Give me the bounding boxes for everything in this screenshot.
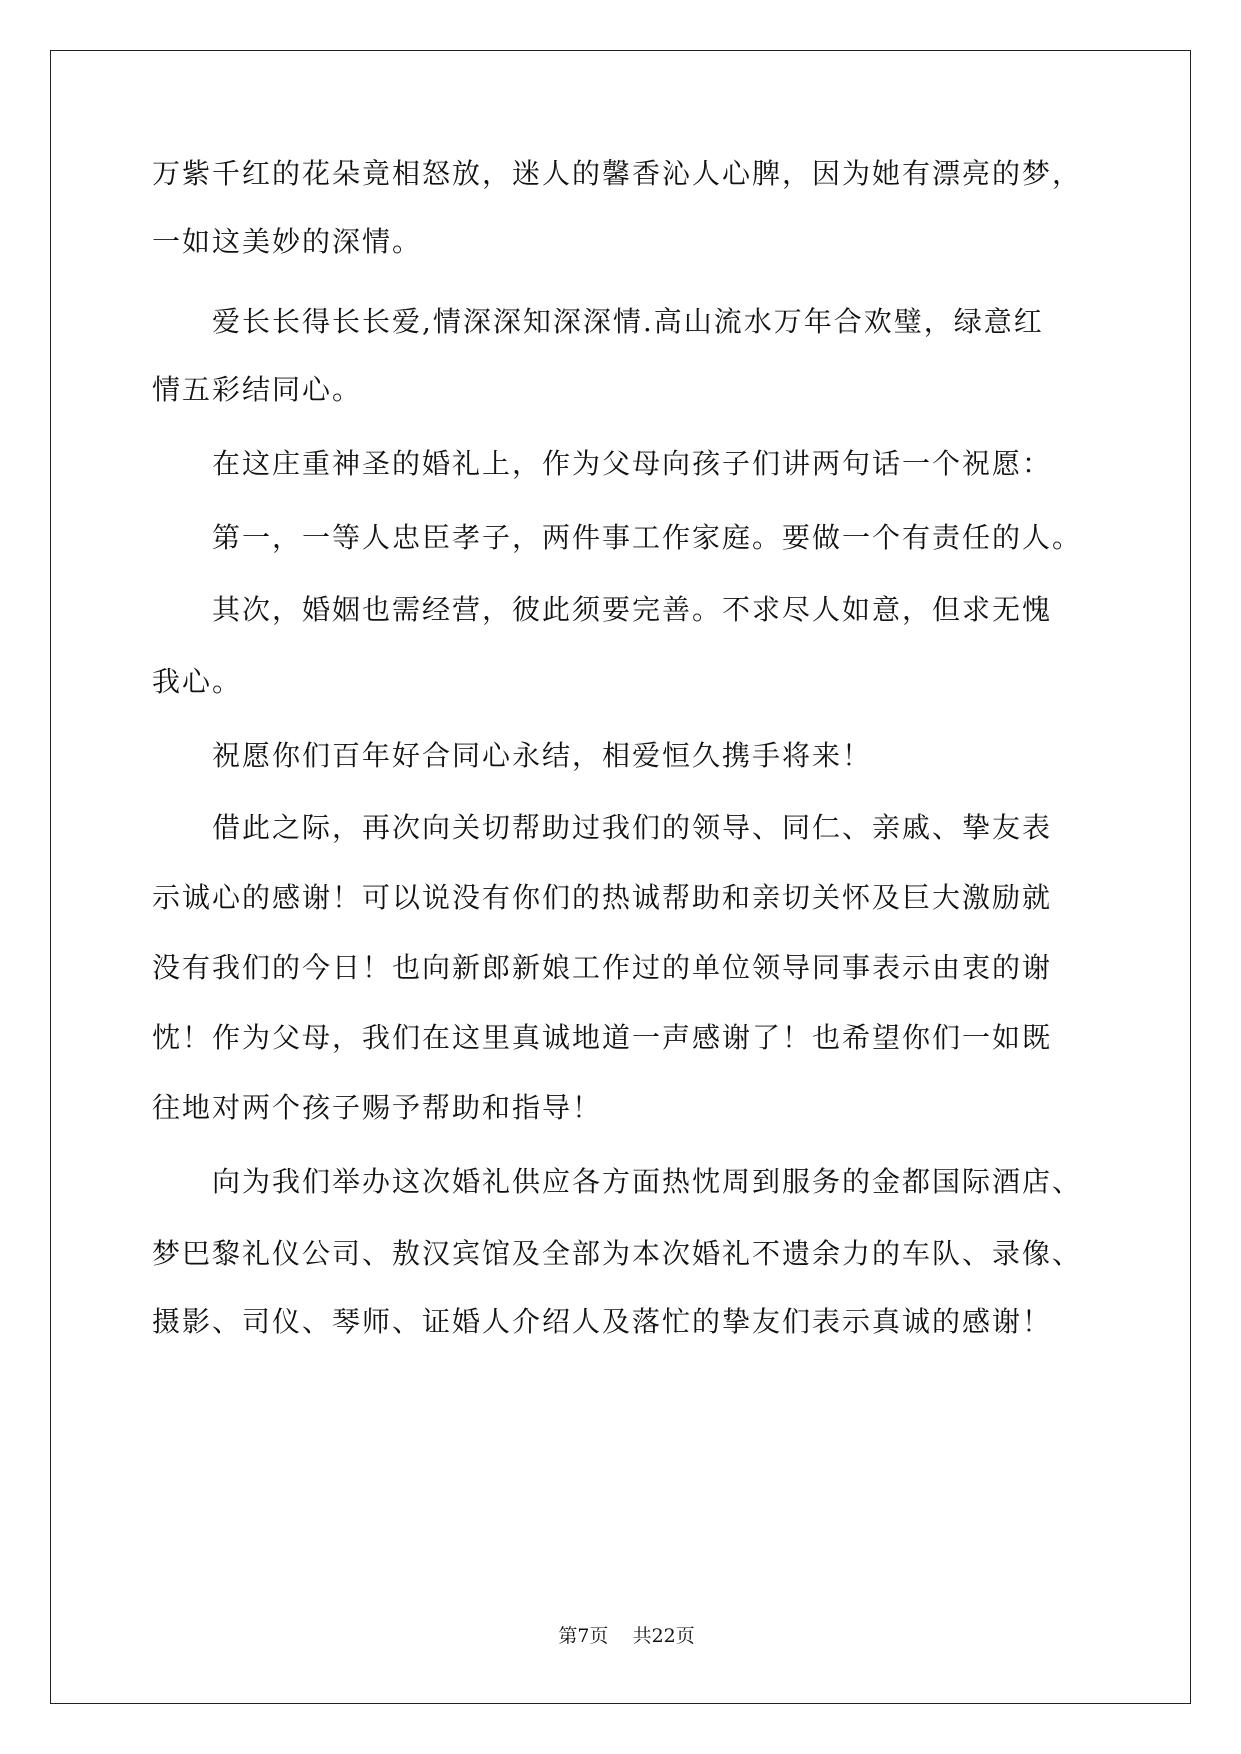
page-number: 第7页	[558, 1625, 609, 1647]
paragraph-line-16: 梦巴黎礼仪公司、敖汉宾馆及全部为本次婚礼不遗余力的车队、录像、	[152, 1237, 1083, 1270]
paragraph-line-4: 情五彩结同心。	[152, 373, 363, 406]
page-footer	[0, 1600, 1241, 1648]
paragraph-line-8: 我心。	[152, 665, 243, 698]
paragraph-line-5: 在这庄重神圣的婚礼上，作为父母向孩子们讲两句话一个祝愿：	[212, 447, 1053, 480]
paragraph-line-7: 其次，婚姻也需经营，彼此须要完善。不求尽人如意，但求无愧	[212, 593, 1053, 626]
paragraph-line-11: 示诚心的感谢！可以说没有你们的热诚帮助和亲切关怀及巨大激励就	[152, 881, 1053, 914]
paragraph-line-9: 祝愿你们百年好合同心永结，相爱恒久携手将来！	[212, 739, 873, 772]
paragraph-line-12: 没有我们的今日！也向新郎新娘工作过的单位领导同事表示由衷的谢	[152, 951, 1053, 984]
paragraph-line-15: 向为我们举办这次婚礼供应各方面热忱周到服务的金都国际酒店、	[212, 1165, 1083, 1198]
page-border	[50, 50, 1191, 1704]
page-total: 共22页	[632, 1625, 695, 1647]
paragraph-line-1: 万紫千红的花朵竟相怒放，迷人的馨香沁人心脾，因为她有漂亮的梦，	[152, 157, 1083, 190]
paragraph-line-13: 忱！作为父母，我们在这里真诚地道一声感谢了！也希望你们一如既	[152, 1021, 1053, 1054]
paragraph-line-14: 往地对两个孩子赐予帮助和指导！	[152, 1091, 603, 1124]
paragraph-line-10: 借此之际，再次向关切帮助过我们的领导、同仁、亲戚、挚友表	[212, 811, 1053, 844]
paragraph-line-2: 一如这美妙的深情。	[152, 225, 423, 258]
footer-spacer	[608, 1625, 632, 1647]
paragraph-line-17: 摄影、司仪、琴师、证婚人介绍人及落忙的挚友们表示真诚的感谢！	[152, 1305, 1053, 1338]
paragraph-line-3: 爱长长得长长爱,情深深知深深情.高山流水万年合欢璧，绿意红	[212, 305, 1044, 338]
paragraph-line-6: 第一，一等人忠臣孝子，两件事工作家庭。要做一个有责任的人。	[212, 521, 1083, 554]
